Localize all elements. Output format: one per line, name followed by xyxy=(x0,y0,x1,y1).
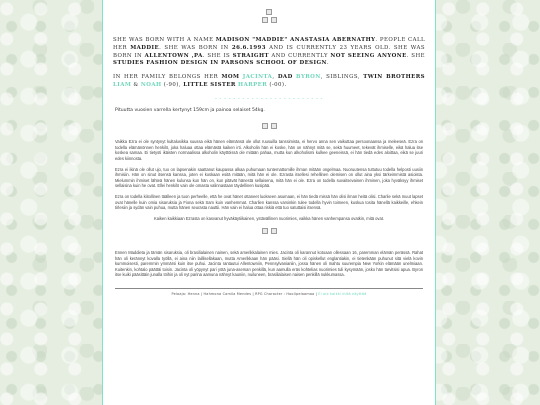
dad-name: BYRON xyxy=(296,74,321,81)
birth-city: ALLENTOWN ,PA xyxy=(144,52,203,59)
mom-name: JACINTA xyxy=(242,74,273,81)
sister-name: HARPER xyxy=(238,81,268,88)
broken-image-icon xyxy=(262,228,268,234)
broken-image-icon xyxy=(271,17,277,23)
header-image-pair xyxy=(103,17,435,24)
body-paragraph: Ennen Maddieta ja tämän sisaruksia, oli brasilialainen nainen, sekä amerikkalainen mies. Jacinta oli karannut kotoaan ollessaan 16, paremman elämän perässä. Rahat hän oli kerännyt kovalla työllä, ei aina niin laillisellakaan, mutta Amerikkaan hän pääsi. Siellä hän oli opiskellut englantiakin, ei tietenkään puhunut sitä vielä kovin kummoisesti, paremmin ymmärsi kuin itse puhui. Jacinta rantautui Allentowniin, Pennsylvanianiin, jossa hänen oli mahtu suurempia New Yorkin elämään unelmiaan. Kuitenkin, kohtalo päättäi toisin. Jacinta oli yöpynyt pari yötä juna-aseman penkillä, kun aamulla eräs kohtelias nuorimies tuli kysymään, josko hän tarvitsisi apua. Byron itse kuiki pääsittäin junalla töihin ja oli nyt parina aamuna nähnyt kauniin, nuiluneen, brasilialaisen naisen penkillä nukkumassa. xyxy=(115,249,423,278)
full-name: MADISON "MADDIE" ANASTASIA ABERNATHY xyxy=(215,37,376,43)
broken-image-icon xyxy=(271,123,277,129)
stats-line: Pituutta vuosien varrella kertynyt 159cm ja painoa selaiset 54kg. xyxy=(115,107,265,113)
broken-image-icon xyxy=(262,17,268,23)
relationship-status: NOT SEEING ANYONE xyxy=(330,52,407,59)
body-paragraph: Vaikka Ezra ei ole syntynyt kultalusikka suussa eikä hänen elämänsä ole ollut ruusuilla tanssimista, ei hervo anna sen vaikuttaa persoonaansa ja meleeseä. Ezra on todella elämänönnen henkilö, joka haluaa ottaa elämästä kaiken irti. Alkoholin hän ei koske, hän on nähnyt mitä se, sekä huumeet, tekevät ihmiselle, eikä halua itse koskea samaa. Ei tietysti ikäisten normaalissa alkoholin käyttöissä ole mitään pahaa, mutta kun alkoholismi kulkee geeneissä, ei hän tiedä edes aloittaa, eikä se juuri edes kiinnosta. xyxy=(115,139,423,162)
footer-divider xyxy=(115,288,423,289)
broken-image-icon xyxy=(266,9,272,15)
orientation: STRAIGHT xyxy=(232,52,269,59)
intro-paragraph-2: IN HER FAMILY BELONGS HER MOM JACINTA, DAD BYRON, SIBLINGS, TWIN BROTHERS LIAM & NOAH (-90), LITTLE SISTER HARPER (-00). xyxy=(113,74,425,88)
nickname: MADDIE xyxy=(130,44,160,51)
brother-name: LIAM xyxy=(113,81,132,88)
body-paragraph: Ezra ei ikinä ole ollut ujo, tuo on lapsenakin saattanut kaupassa alkaa puhumaan tuntemattomille ihman mitään ongelmaa. Nuoruutensa tuttutuu todella helposti uusiin ihmisiin. Hän on sinut itsensä kanssa, joten ei koskaan esitä mitään, mitä hän ei ole. Ezrasta itsellesi rehellinen olemisen on ollut aina yksi tärkeimmistä asioista. Mielummin ihmiset lähteä hänen kulunsa kun hän on, kun pitävät hänestä sellaisena, mitä hän ei ole. Ezra on todella suvaitsevainen ihminen, joka hyväksyy ihmiset sellaisina kuin he ovat. Ellei henkilö vain ole omasta valinnastaan täydellinen kusipää. xyxy=(115,166,423,189)
broken-image-icon xyxy=(271,228,277,234)
intro-section xyxy=(113,37,425,90)
footer-credits: Pelaaja: Henna | Hahmona Camila Mendes | RPG Character : Hoolipelaamaa | Ei ole kaikki mitä näyttää xyxy=(171,291,367,296)
body-paragraph: Ezra on todella kiitollinen täälleen ja tuon perheelle, että he ovat hänet ottaneet luokseen asumaan, ei hän tiedä missä hän olisi ilman heitä olisi. Charlie sekä muut lapset ovat hänelle kuin omia sisaruksia ja Fiona sekä Sam kuin vanhemmat. Charlien kanssa varsinkin tulee todella hyvin toimeen, kuskua tosita hänellä kaikkeille, ehkein tirlesiin ja sydän vain puhua, mutta hänen seurasta nauttii. Hän vain ei halua ottaa riskiä että tuo satuttaisi itsensä. xyxy=(115,194,423,211)
section-divider: - - - - - - - - - - - - - - - - - - - - - - - - xyxy=(214,95,324,102)
school: STUDIES FASHION DESIGN IN PARSONS SCHOOL OF DESIGN xyxy=(113,60,327,67)
personality-section xyxy=(115,139,423,221)
brother-name: NOAH xyxy=(140,81,162,88)
broken-image-icon xyxy=(262,123,268,129)
intro-paragraph-1: SHE WAS BORN WITH A NAME MADISON "MADDIE" ANASTASIA ABERNATHY. PEOPLE CALL HER MADDIE. SHE WAS BORN IN 26.6.1993 AND IS CURRENTLY 23 YEARS OLD. SHE WAS BORN IN ALLENTOWN ,PA. SHE IS STRAIGHT AND CURRENTLY NOT SEEING ANYONE. SHE STUDIES FASHION DESIGN IN PARSONS SCHOOL OF DESIGN. xyxy=(113,37,425,67)
header-image-row xyxy=(103,8,435,15)
body-paragraph: Kaiken kaikkiaan Ezrasta on kasvanut hyväkäytiikainen, ystävällinen nuorimies, vaikka hänen vanhempansa ovatkin, mitä ovat. xyxy=(153,215,385,221)
profile-page xyxy=(102,0,436,405)
footer-link[interactable]: Ei ole kaikki mitä näyttää xyxy=(318,291,367,296)
history-section xyxy=(115,250,423,278)
birth-date: 26.6.1993 xyxy=(231,44,266,51)
